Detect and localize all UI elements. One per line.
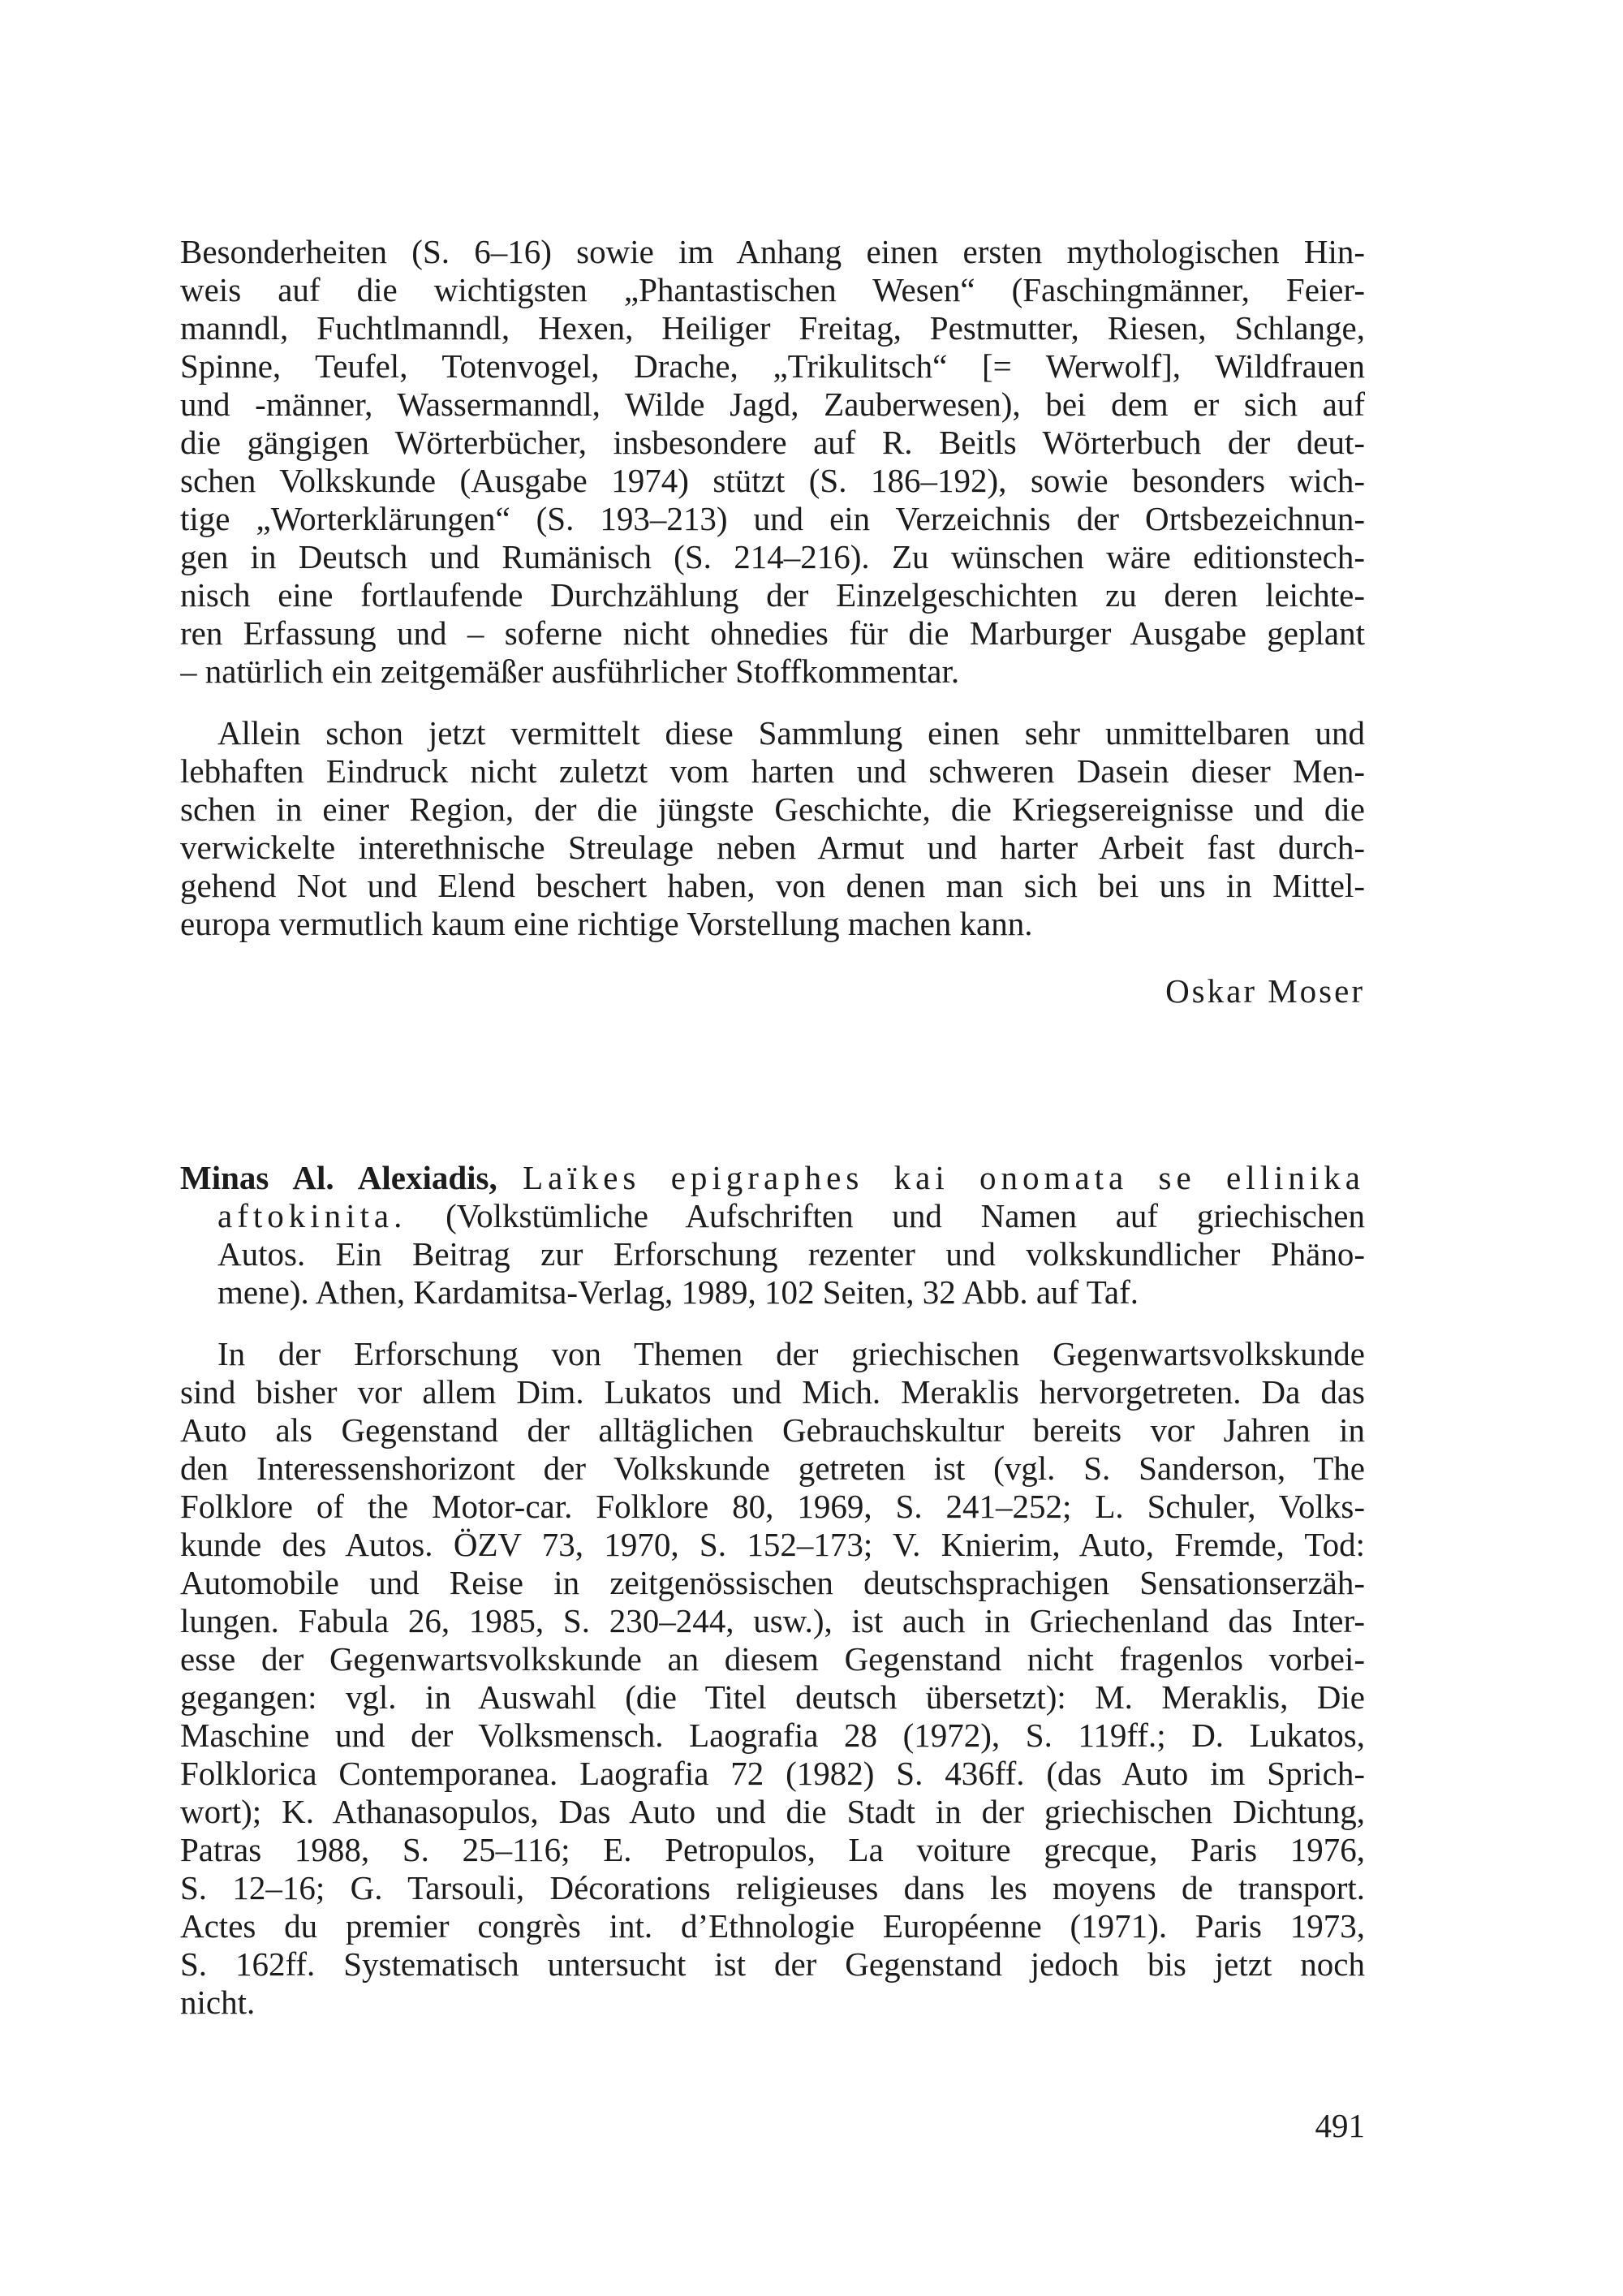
text-line: und -männer, Wassermanndl, Wilde Jagd, Zauberwesen), bei dem er sich auf — [180, 386, 1365, 423]
text-line: verwickelte interethnische Streulage neben Armut und harter Arbeit fast durch- — [180, 829, 1365, 866]
text-line: Maschine und der Volksmensch. Laografia 28 (1972), S. 119ff.; D. Lukatos, — [180, 1717, 1365, 1754]
text-line: Auto als Gegenstand der alltäglichen Gebrauchskultur bereits vor Jahren in — [180, 1411, 1365, 1449]
text-line: den Interessenshorizont der Volkskunde getreten ist (vgl. S. Sanderson, The — [180, 1450, 1365, 1487]
text-line: manndl, Fuchtlmanndl, Hexen, Heiliger Freitag, Pestmutter, Riesen, Schlange, — [180, 309, 1365, 347]
text-line: tige „Worterklärungen“ (S. 193–213) und ein Verzeichnis der Ortsbezeichnun- — [180, 500, 1365, 537]
text-line: gehend Not und Elend beschert haben, von denen man sich bei uns in Mittel- — [180, 867, 1365, 904]
text-line: lungen. Fabula 26, 1985, S. 230–244, usw.), ist auch in Griechenland das Inter- — [180, 1602, 1365, 1639]
page-number: 491 — [1315, 2107, 1365, 2144]
text-line: nicht. — [180, 1984, 256, 2021]
text-line: Automobile und Reise in zeitgenössischen deutschsprachigen Sensationserzäh- — [180, 1564, 1365, 1601]
text-line: S. 12–16; G. Tarsouli, Décorations religieuses dans les moyens de transport. — [180, 1869, 1365, 1906]
text-line: Allein schon jetzt vermittelt diese Sammlung einen sehr unmittelbaren und — [217, 714, 1365, 752]
heading-line: Autos. Ein Beitrag zur Erforschung rezenter und volkskundlicher Phäno- — [217, 1235, 1365, 1273]
text-line: sind bisher vor allem Dim. Lukatos und Mich. Meraklis hervorgetreten. Da das — [180, 1373, 1365, 1411]
text-line: gen in Deutsch und Rumänisch (S. 214–216). Zu wünschen wäre editionstech- — [180, 538, 1365, 575]
text-line: Patras 1988, S. 25–116; E. Petropulos, La voiture grecque, Paris 1976, — [180, 1831, 1365, 1868]
text-line: In der Erforschung von Themen der griechischen Gegenwartsvolkskunde — [217, 1335, 1365, 1372]
text-line: Actes du premier congrès int. d’Ethnologie Européenne (1971). Paris 1973, — [180, 1907, 1365, 1945]
text-line: ren Erfassung und – soferne nicht ohnedies für die Marburger Ausgabe geplant — [180, 614, 1365, 652]
text-line: schen Volkskunde (Ausgabe 1974) stützt (S. 186–192), sowie besonders wich- — [180, 462, 1365, 499]
heading-line — [180, 1159, 1365, 1197]
text-line: esse der Gegenwartsvolkskunde an diesem Gegenstand nicht fragenlos vorbei- — [180, 1640, 1365, 1678]
book-title-continued: aftokinita. — [217, 1197, 407, 1234]
text-line: die gängigen Wörterbücher, insbesondere auf R. Beitls Wörterbuch der deut- — [180, 424, 1365, 461]
text-line: Folklore of the Motor-car. Folklore 80, 1969, S. 241–252; L. Schuler, Volks- — [180, 1488, 1365, 1525]
book-title: Laïkes epigraphes kai onomata se ellinika — [523, 1159, 1365, 1196]
text-line: nisch eine fortlaufende Durchzählung der Einzelgeschichten zu deren leichte- — [180, 576, 1365, 614]
heading-line — [217, 1197, 1365, 1235]
text-line: europa vermutlich kaum eine richtige Vorstellung machen kann. — [180, 905, 1033, 942]
book-subtitle: (Volkstümliche Aufschriften und Namen auf griechischen — [446, 1197, 1365, 1234]
text-line: gegangen: vgl. in Auswahl (die Titel deutsch übersetzt): M. Meraklis, Die — [180, 1678, 1365, 1716]
text-line: kunde des Autos. ÖZV 73, 1970, S. 152–173; V. Knierim, Auto, Fremde, Tod: — [180, 1526, 1365, 1563]
text-line: Folklorica Contemporanea. Laografia 72 (1982) S. 436ff. (das Auto im Sprich- — [180, 1755, 1365, 1792]
text-line: S. 162ff. Systematisch untersucht ist der Gegenstand jedoch bis jetzt noch — [180, 1945, 1365, 1983]
text-line: lebhaften Eindruck nicht zuletzt vom harten und schweren Dasein dieser Men- — [180, 752, 1365, 790]
text-line: weis auf die wichtigsten „Phantastischen Wesen“ (Faschingmänner, Feier- — [180, 271, 1365, 308]
text-line: Besonderheiten (S. 6–16) sowie im Anhang einen ersten mythologischen Hin- — [180, 233, 1365, 270]
text-line: – natürlich ein zeitgemäßer ausführlicher Stoffkommentar. — [180, 653, 960, 690]
text-line: Spinne, Teufel, Totenvogel, Drache, „Trikulitsch“ [= Werwolf], Wildfrauen — [180, 347, 1365, 385]
text-line: wort); K. Athanasopulos, Das Auto und die Stadt in der griechischen Dichtung, — [180, 1793, 1365, 1830]
book-author: Minas Al. Alexiadis, — [180, 1159, 497, 1196]
heading-line: mene). Athen, Kardamitsa-Verlag, 1989, 102 Seiten, 32 Abb. auf Taf. — [217, 1273, 1139, 1311]
text-line: schen in einer Region, der die jüngste Geschichte, die Kriegsereignisse und die — [180, 790, 1365, 828]
reviewer-signature: Oskar Moser — [1165, 972, 1365, 1010]
